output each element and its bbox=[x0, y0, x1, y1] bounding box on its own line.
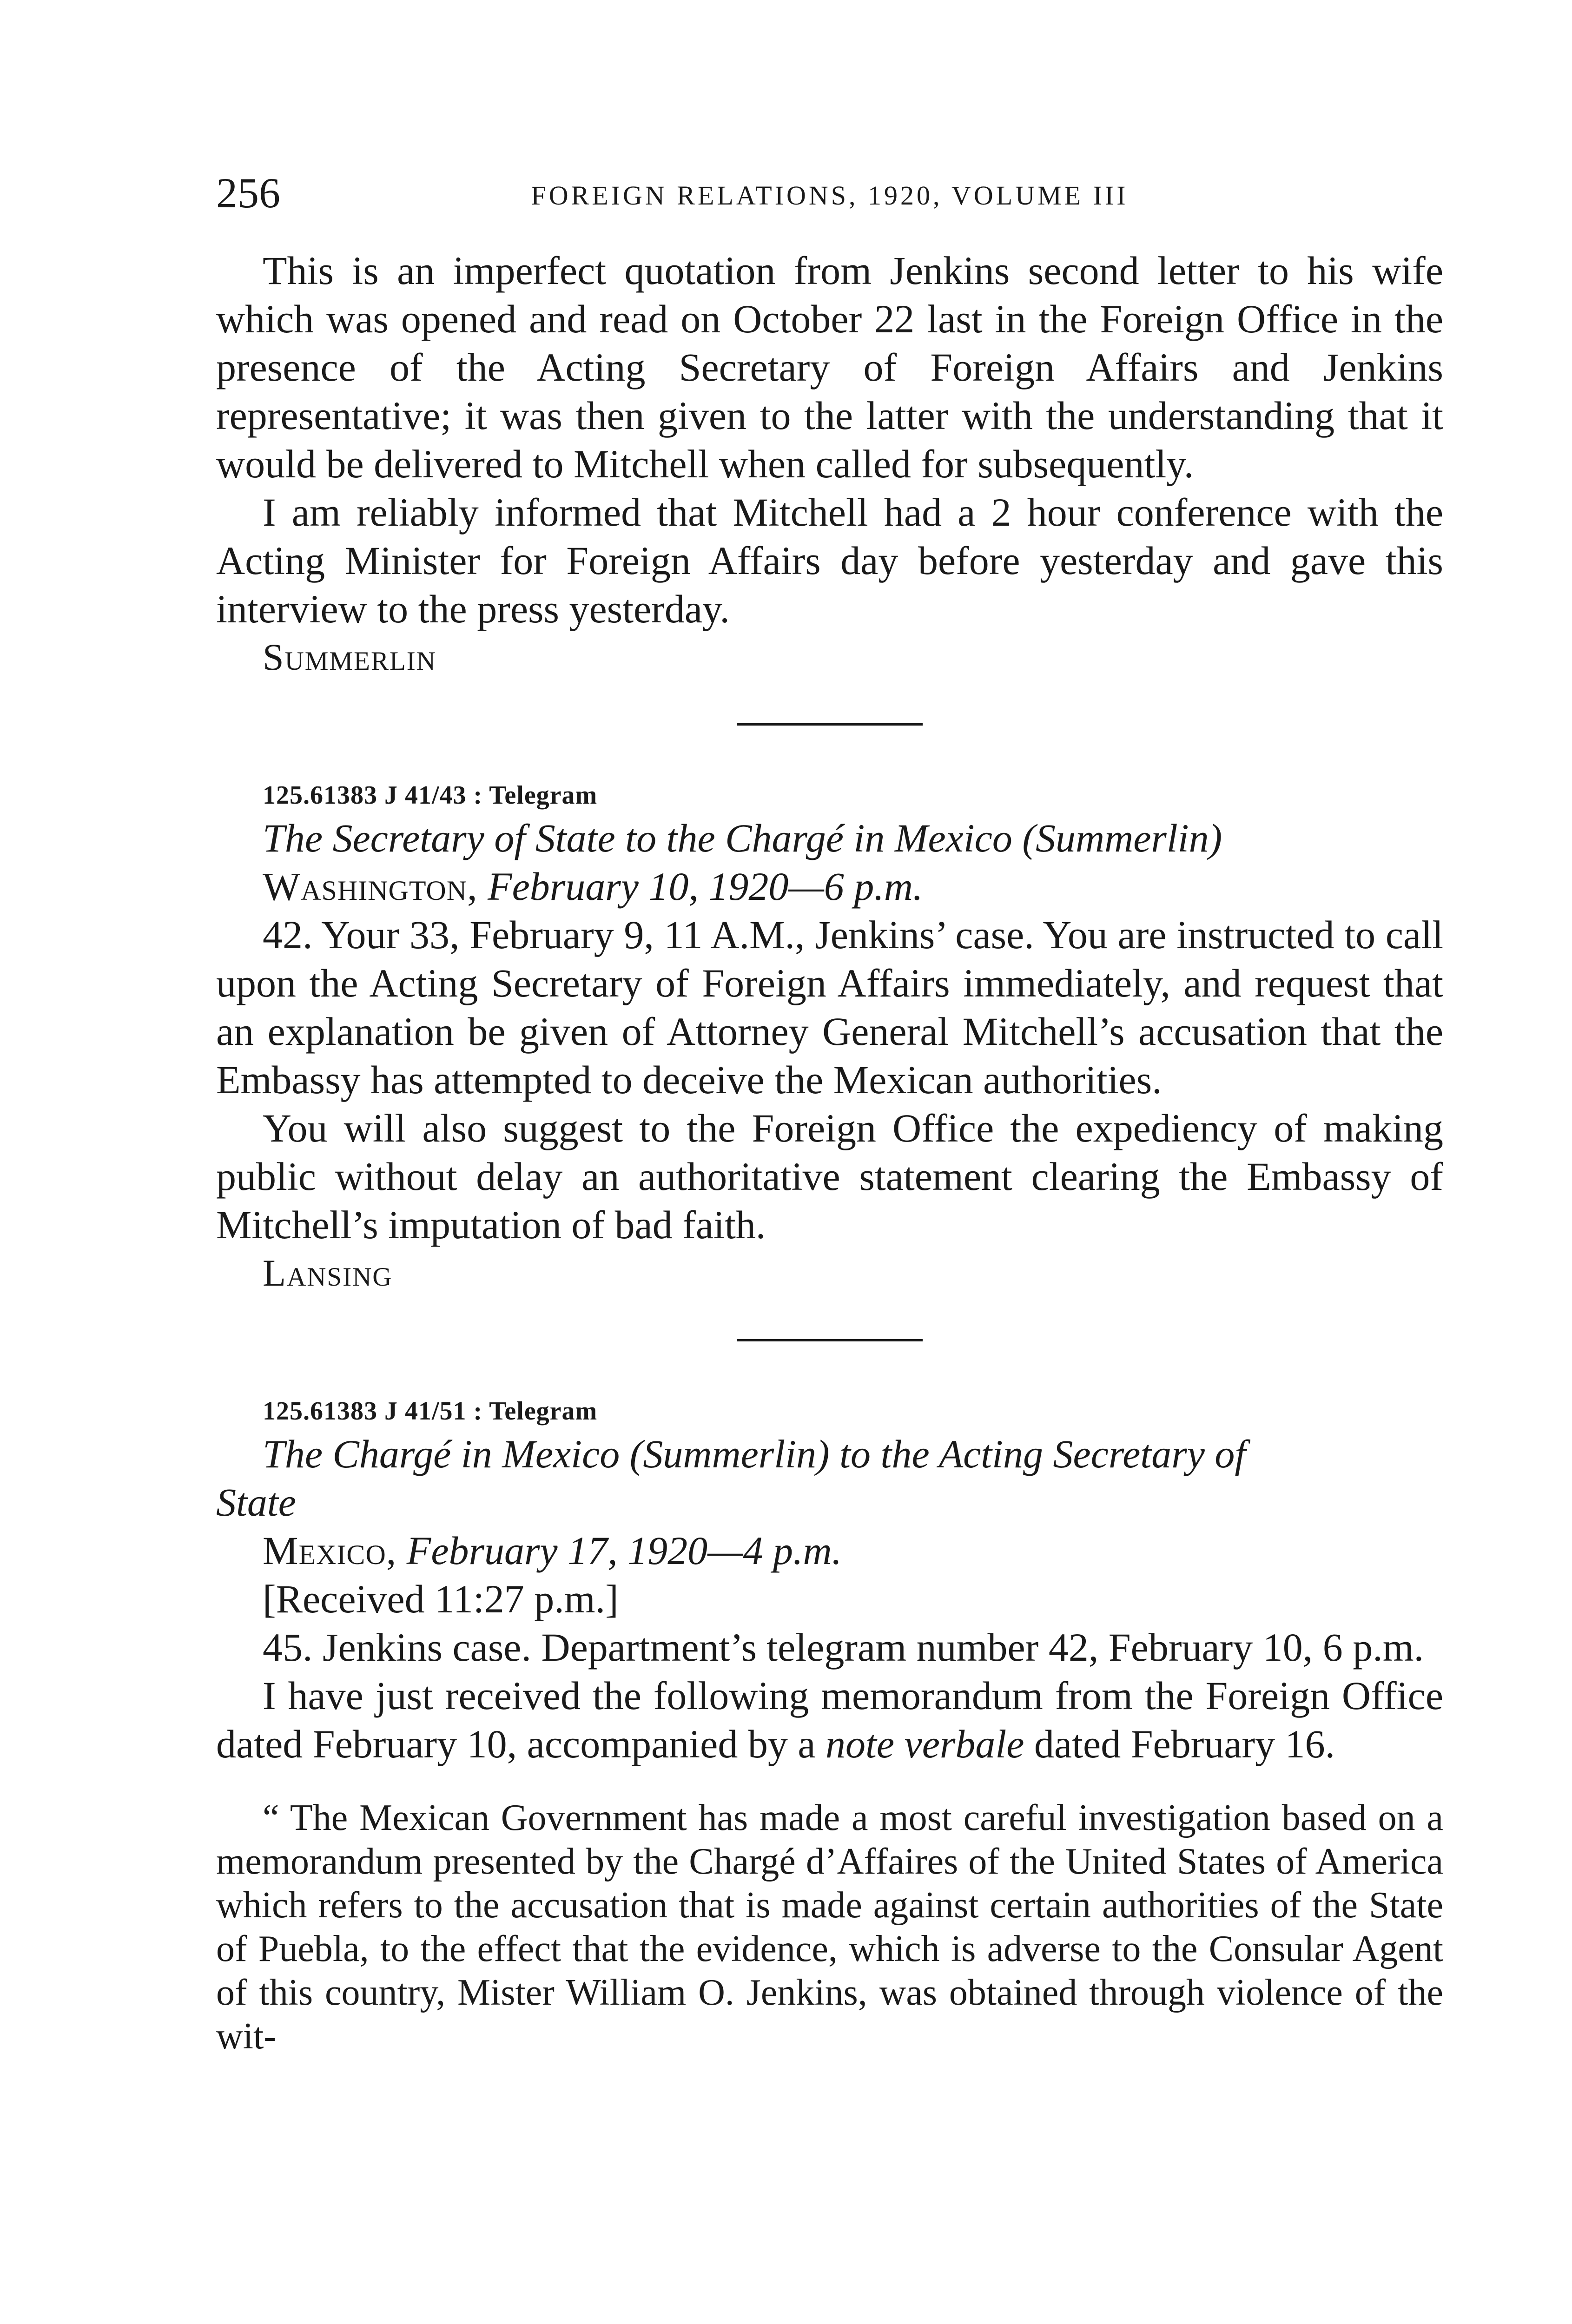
received-note: [Received 11:27 p.m.] bbox=[263, 1577, 619, 1621]
paragraph: This is an imperfect quotation from Jenkins second letter to his wife which was opened and read on October 22 last in the Foreign Office in the presence of the Acting Secretary of Foreign Affairs and Jenkins representative; it was then given to the latter with the understanding that it would be delivered to Mitchell when called for subsequently. bbox=[216, 248, 1443, 486]
dateline-place: Mexico, bbox=[263, 1528, 397, 1573]
document-title: The Secretary of State to the Chargé in Mexico (Summerlin) bbox=[263, 816, 1222, 860]
file-reference: 125.61383 J 41/43 : Telegram bbox=[263, 781, 598, 810]
page-number: 256 bbox=[216, 169, 280, 217]
paragraph-text: I have just received the following memorandum from the Foreign Office dated February 10, accompanied by a bbox=[216, 1673, 1443, 1766]
section-divider bbox=[737, 1339, 923, 1341]
italic-term: note verbale bbox=[826, 1722, 1024, 1766]
document-title-line2: State bbox=[216, 1480, 296, 1525]
paragraph: I am reliably informed that Mitchell had a 2 hour conference with the Acting Minister for Foreign Affairs day before yesterday and gave this interview to the press yesterday. bbox=[216, 490, 1443, 631]
paragraph: You will also suggest to the Foreign Office the expediency of making public without delay an authoritative statement clearing the Embassy of Mitchell’s imputation of bad faith. bbox=[216, 1106, 1443, 1247]
document-title-line1: The Chargé in Mexico (Summerlin) to the Acting Secretary of bbox=[263, 1432, 1246, 1476]
dateline bbox=[216, 1526, 1443, 1575]
document-title bbox=[216, 1430, 1443, 1526]
paragraph-text: dated February 16. bbox=[1024, 1722, 1335, 1766]
section-divider bbox=[737, 723, 923, 726]
file-reference: 125.61383 J 41/51 : Telegram bbox=[263, 1397, 598, 1426]
page-body bbox=[216, 246, 1443, 2058]
dateline-date: February 17, 1920—4 p.m. bbox=[406, 1528, 842, 1573]
signature: Lansing bbox=[263, 1252, 393, 1294]
running-head: FOREIGN RELATIONS, 1920, VOLUME III bbox=[531, 180, 1129, 211]
quoted-memorandum bbox=[216, 1796, 1443, 2058]
quote-paragraph: “ The Mexican Government has made a most careful investigation based on a memorandum presented by the Chargé d’Affaires of the United States of America which refers to the accusation that is made against certain authorities of the State of Puebla, to the effect that the evidence, which is adverse to the Consular Agent of this country, Mister William O. Jenkins, was obtained through violence of the wit- bbox=[216, 1797, 1443, 2057]
paragraph: 42. Your 33, February 9, 11 A.M., Jenkins’ case. You are instructed to call upon the Acting Secretary of Foreign Affairs immediately, and request that an explanation be given of Attorney General Mitchell’s accusation that the Embassy has attempted to deceive the Mexican authorities. bbox=[216, 912, 1443, 1102]
signature: Summerlin bbox=[263, 636, 436, 678]
paragraph bbox=[216, 1671, 1443, 1768]
dateline-place: Washington, bbox=[263, 864, 478, 909]
paragraph: 45. Jenkins case. Department’s telegram number 42, February 10, 6 p.m. bbox=[263, 1625, 1424, 1670]
page-header bbox=[216, 170, 1443, 225]
dateline bbox=[216, 862, 1443, 911]
dateline-date: February 10, 1920—6 p.m. bbox=[488, 864, 923, 909]
